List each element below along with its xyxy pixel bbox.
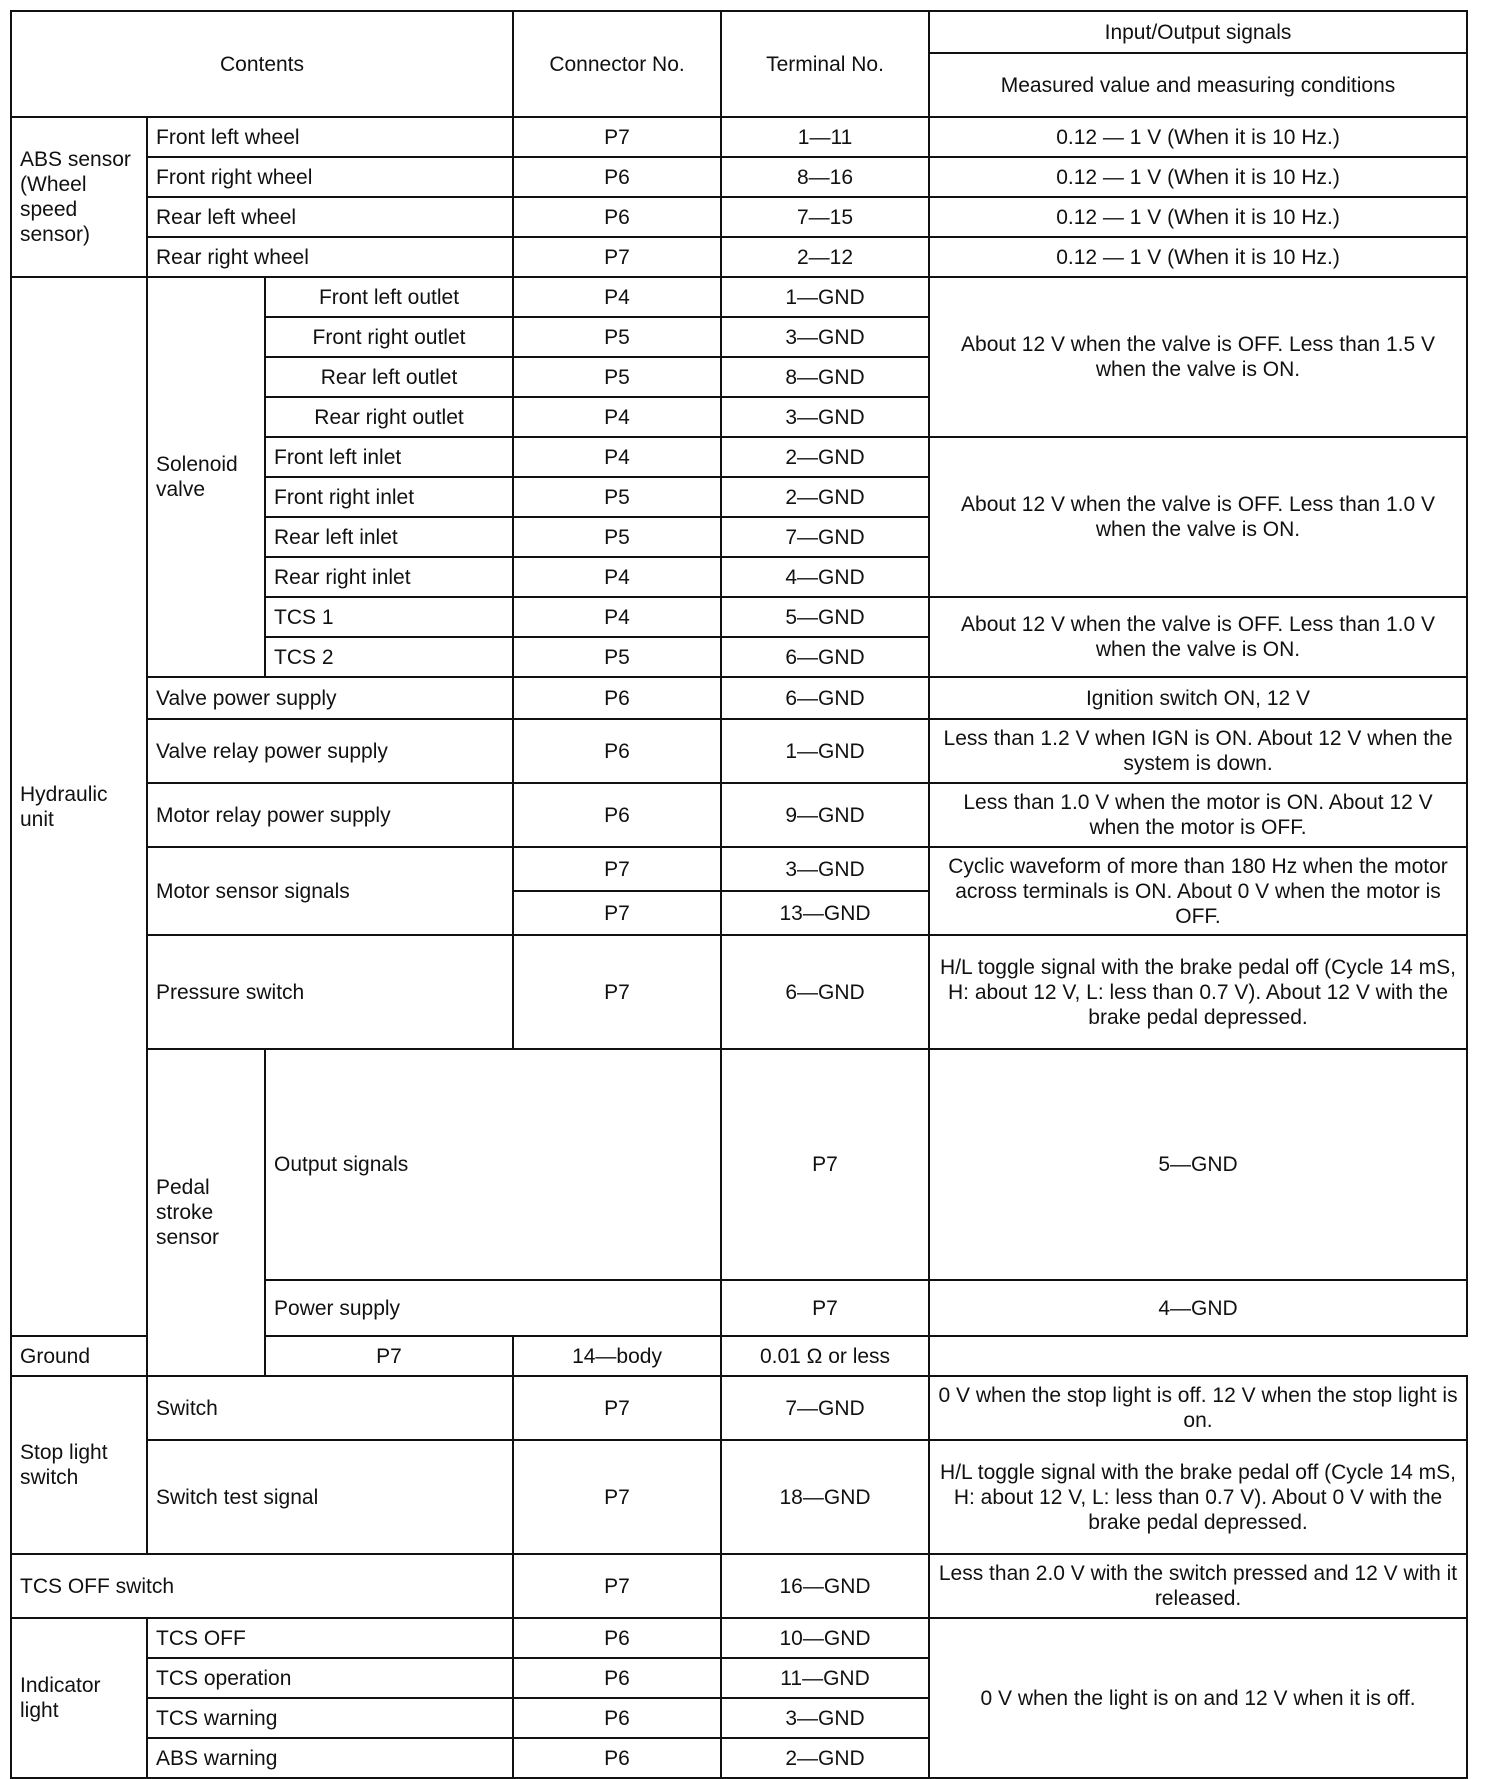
connector-cell: P7: [265, 1336, 513, 1376]
outlet-value-cell: About 12 V when the valve is OFF. Less than 1.5 V when the valve is ON.: [929, 277, 1467, 437]
connector-cell: P7: [513, 1376, 721, 1440]
category-stop-light-switch: Stop light switch: [11, 1376, 147, 1554]
item-label: Motor relay power supply: [147, 783, 513, 847]
value-cell: Less than 2.0 V with the switch pressed and 12 V with it released.: [929, 1554, 1467, 1618]
terminal-cell: 6—GND: [721, 677, 929, 719]
connector-cell: P5: [513, 317, 721, 357]
terminal-cell: 4—GND: [721, 557, 929, 597]
table-row: [11, 1049, 1467, 1280]
table-row: [11, 847, 1467, 891]
terminal-cell: 10—GND: [721, 1618, 929, 1658]
table-row: [11, 277, 1467, 317]
terminal-cell: 3—GND: [721, 1698, 929, 1738]
table-row: [11, 1336, 1467, 1376]
item-label: Rear right wheel: [147, 237, 513, 277]
terminal-cell: 3—GND: [721, 397, 929, 437]
connector-cell: P7: [513, 117, 721, 157]
item-label: Rear left inlet: [265, 517, 513, 557]
terminal-cell: 7—GND: [721, 517, 929, 557]
terminal-cell: 6—GND: [721, 637, 929, 677]
terminal-cell: 7—GND: [721, 1376, 929, 1440]
item-label-tcs-off-switch: TCS OFF switch: [11, 1554, 513, 1618]
item-label: Rear left wheel: [147, 197, 513, 237]
item-label: Front right inlet: [265, 477, 513, 517]
item-label: TCS warning: [147, 1698, 513, 1738]
item-label: Rear left outlet: [265, 357, 513, 397]
value-cell: Ignition switch ON, 12 V: [929, 677, 1467, 719]
item-label: ABS warning: [147, 1738, 513, 1778]
table-row: [11, 935, 1467, 1049]
value-cell: Less than 1.2 V when IGN is ON. About 12 V when the system is down.: [929, 719, 1467, 783]
item-label: Output signals: [265, 1049, 721, 1280]
value-cell: Less than 1.0 V when the motor is ON. About 12 V when the motor is OFF.: [929, 783, 1467, 847]
connector-cell: P4: [513, 277, 721, 317]
item-label: Front right wheel: [147, 157, 513, 197]
connector-cell: P5: [513, 637, 721, 677]
table-row: [11, 1554, 1467, 1618]
connector-cell: P6: [513, 1738, 721, 1778]
value-cell: H/L toggle signal with the brake pedal off (Cycle 14 mS, H: about 12 V, L: less than 0.7 V). About 12 V with the brake pedal depressed.: [929, 935, 1467, 1049]
table-row: [11, 1618, 1467, 1658]
terminal-cell: 8—GND: [721, 357, 929, 397]
terminal-cell: 1—GND: [721, 277, 929, 317]
table-row: [11, 1376, 1467, 1440]
terminal-cell: 14—body: [513, 1336, 721, 1376]
connector-cell: P6: [513, 197, 721, 237]
table-row: [11, 783, 1467, 847]
connector-cell: P4: [513, 437, 721, 477]
terminal-cell: 5—GND: [929, 1049, 1467, 1280]
connector-cell: P6: [513, 783, 721, 847]
connector-cell: P7: [513, 847, 721, 891]
item-label: Ground: [11, 1336, 265, 1376]
connector-cell: P6: [513, 157, 721, 197]
category-indicator-light: Indicator light: [11, 1618, 147, 1778]
terminal-cell: 8—16: [721, 157, 929, 197]
terminal-cell: 16—GND: [721, 1554, 929, 1618]
item-label: Valve relay power supply: [147, 719, 513, 783]
connector-cell: P5: [513, 477, 721, 517]
connector-cell: P7: [513, 935, 721, 1049]
item-label: Pressure switch: [147, 935, 513, 1049]
table-row: [11, 117, 1467, 157]
connector-cell: P6: [513, 677, 721, 719]
connector-cell: P6: [513, 719, 721, 783]
terminal-spec-table: [10, 10, 1468, 1779]
item-label: Switch: [147, 1376, 513, 1440]
item-label: TCS OFF: [147, 1618, 513, 1658]
connector-cell: P6: [513, 1698, 721, 1738]
category-abs-sensor: ABS sensor (Wheel speed sensor): [11, 117, 147, 277]
tcs-value-cell: About 12 V when the valve is OFF. Less than 1.0 V when the valve is ON.: [929, 597, 1467, 677]
terminal-cell: 2—GND: [721, 1738, 929, 1778]
item-label: Valve power supply: [147, 677, 513, 719]
value-cell: 0.12 — 1 V (When it is 10 Hz.): [929, 197, 1467, 237]
connector-cell: P5: [513, 517, 721, 557]
table-row: [11, 237, 1467, 277]
terminal-cell: 18—GND: [721, 1440, 929, 1554]
value-cell: 0 V when the stop light is off. 12 V when the stop light is on.: [929, 1376, 1467, 1440]
terminal-cell: 7—15: [721, 197, 929, 237]
item-label: Switch test signal: [147, 1440, 513, 1554]
value-cell: 0.12 — 1 V (When it is 10 Hz.): [929, 157, 1467, 197]
connector-cell: P4: [513, 597, 721, 637]
header-contents: Contents: [11, 11, 513, 117]
item-label: Front left wheel: [147, 117, 513, 157]
value-cell: 0.12 — 1 V (When it is 10 Hz.): [929, 237, 1467, 277]
item-label: Power supply: [265, 1280, 721, 1336]
terminal-cell: 2—12: [721, 237, 929, 277]
terminal-cell: 4—GND: [929, 1280, 1467, 1336]
subcategory-solenoid-valve: Solenoid valve: [147, 277, 265, 677]
table-row: [11, 719, 1467, 783]
value-cell: H/L toggle signal with the brake pedal off (Cycle 14 mS, H: about 12 V, L: less than 0.7 V). About 0 V with the brake pedal depressed.: [929, 1440, 1467, 1554]
indicator-value-cell: 0 V when the light is on and 12 V when it is off.: [929, 1618, 1467, 1778]
connector-cell: P6: [513, 1618, 721, 1658]
value-cell: 0.01 Ω or less: [721, 1336, 929, 1376]
item-label: TCS 2: [265, 637, 513, 677]
terminal-cell: 1—11: [721, 117, 929, 157]
terminal-cell: 2—GND: [721, 437, 929, 477]
connector-cell: P5: [513, 357, 721, 397]
connector-cell: P4: [513, 557, 721, 597]
terminal-cell: 2—GND: [721, 477, 929, 517]
item-label: TCS operation: [147, 1658, 513, 1698]
item-label: Rear right inlet: [265, 557, 513, 597]
header-connector: Connector No.: [513, 11, 721, 117]
connector-cell: P7: [721, 1049, 929, 1280]
connector-cell: P7: [721, 1280, 929, 1336]
connector-cell: P7: [513, 237, 721, 277]
table-row: [11, 1440, 1467, 1554]
item-label: Front left outlet: [265, 277, 513, 317]
connector-cell: P7: [513, 1440, 721, 1554]
connector-cell: P7: [513, 1554, 721, 1618]
connector-cell: P7: [513, 891, 721, 935]
terminal-cell: 11—GND: [721, 1658, 929, 1698]
item-label: Rear right outlet: [265, 397, 513, 437]
table-row: [11, 157, 1467, 197]
item-label: TCS 1: [265, 597, 513, 637]
header-io-signals: Input/Output signals: [929, 11, 1467, 53]
terminal-cell: 3—GND: [721, 847, 929, 891]
terminal-cell: 1—GND: [721, 719, 929, 783]
connector-cell: P6: [513, 1658, 721, 1698]
category-hydraulic-unit: Hydraulic unit: [11, 277, 147, 1336]
terminal-cell: 5—GND: [721, 597, 929, 637]
table-row: [11, 197, 1467, 237]
item-label: Motor sensor signals: [147, 847, 513, 935]
value-cell: 0.12 — 1 V (When it is 10 Hz.): [929, 117, 1467, 157]
header-terminal: Terminal No.: [721, 11, 929, 117]
terminal-cell: 3—GND: [721, 317, 929, 357]
terminal-cell: 9—GND: [721, 783, 929, 847]
item-label: Front right outlet: [265, 317, 513, 357]
terminal-cell: 13—GND: [721, 891, 929, 935]
table-row: [11, 677, 1467, 719]
category-pedal-stroke-sensor: Pedal stroke sensor: [147, 1049, 265, 1376]
inlet-value-cell: About 12 V when the valve is OFF. Less than 1.0 V when the valve is ON.: [929, 437, 1467, 597]
terminal-cell: 6—GND: [721, 935, 929, 1049]
item-label: Front left inlet: [265, 437, 513, 477]
value-cell: Cyclic waveform of more than 180 Hz when the motor across terminals is ON. About 0 V when the motor is OFF.: [929, 847, 1467, 935]
connector-cell: P4: [513, 397, 721, 437]
header-measured: Measured value and measuring conditions: [929, 53, 1467, 117]
